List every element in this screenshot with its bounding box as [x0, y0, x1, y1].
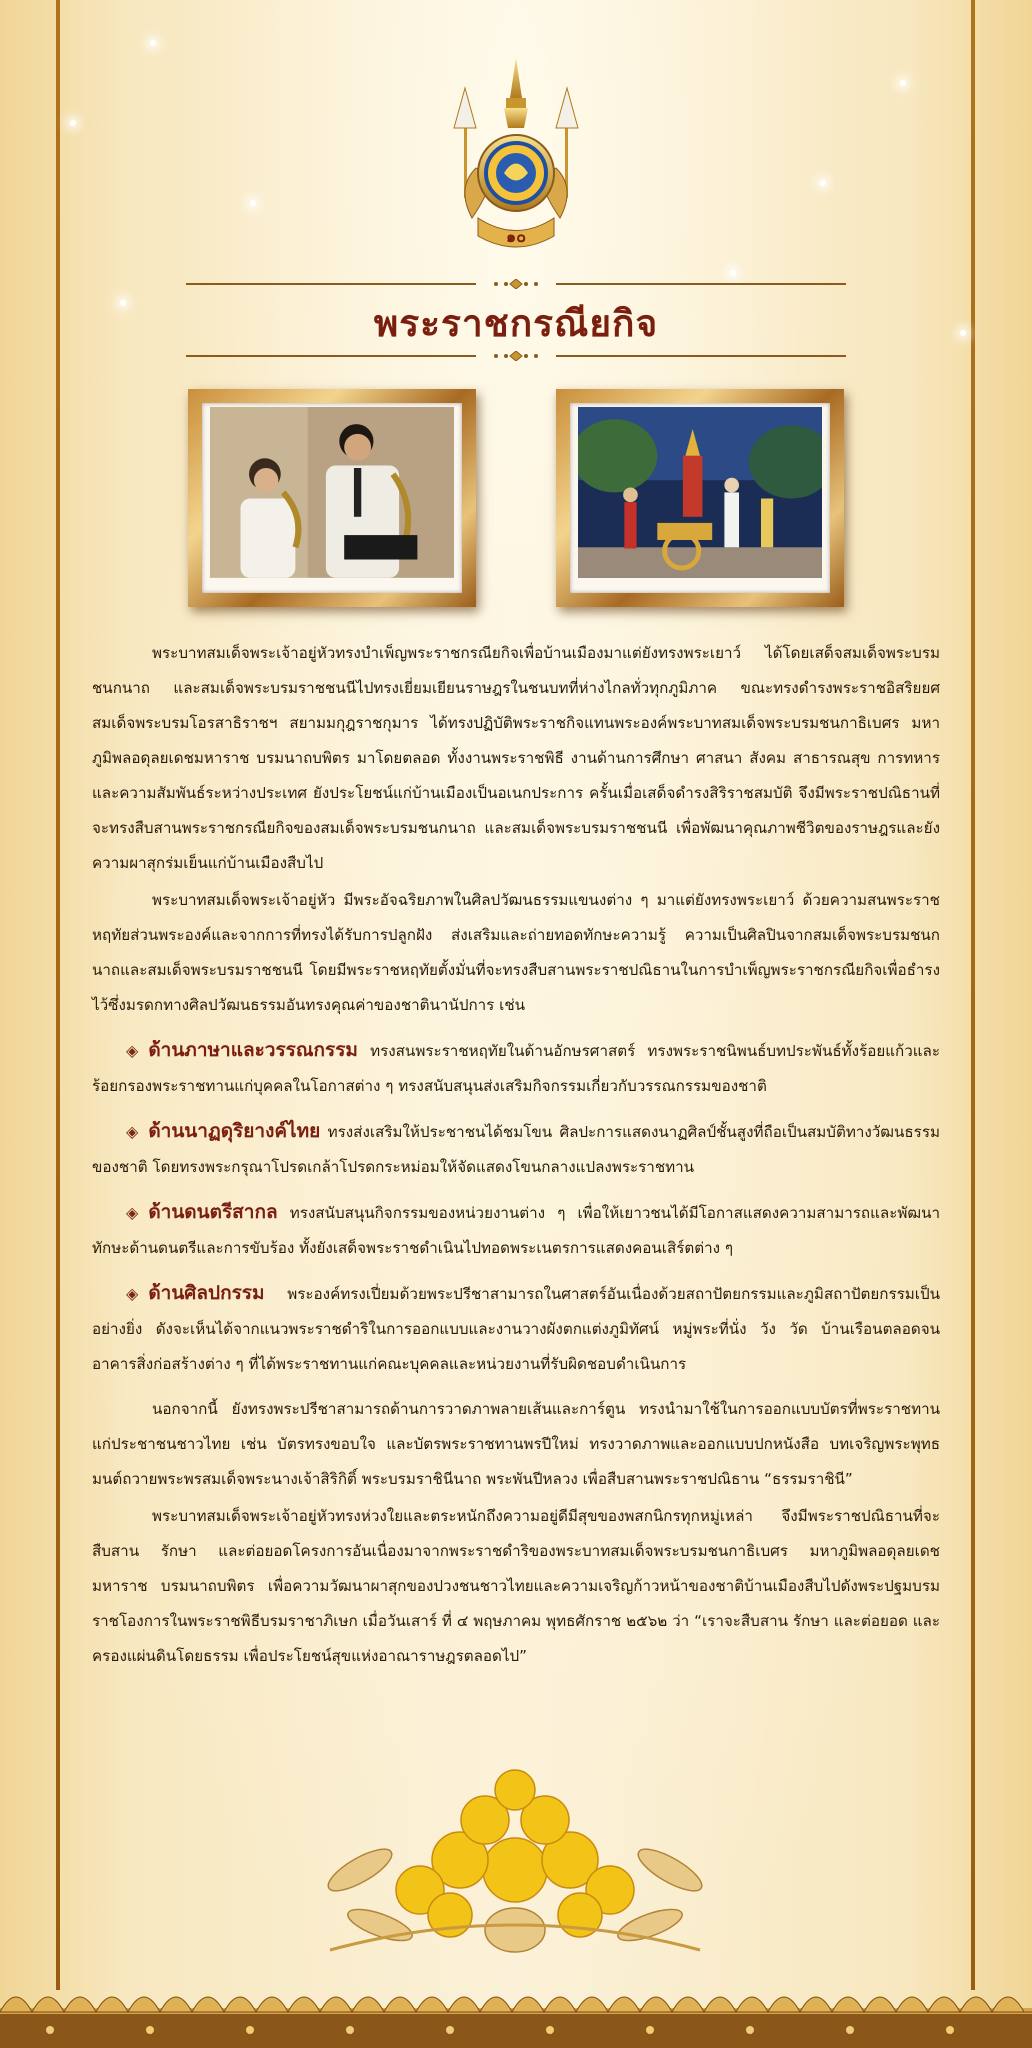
- sparkle: [150, 40, 156, 46]
- photo-frame-khon-performance: [556, 389, 844, 607]
- paragraph: นอกจากนี้ ยังทรงพระปรีชาสามารถด้านการวาดภาพลายเส้นและการ์ตูน ทรงนำมาใช้ในการออกแบบบัตรที่พระราชทานแก่ประชาชนชาวไทย เช่น บัตรทรงขอบใจ และบัตรพระราชทานพรปีใหม่ ทรงวาดภาพและออกแบบปกหนังสือ บทเจริญพระพุทธมนต์ถวายพระพรสมเด็จพระนางเจ้าสิริกิติ์ พระบรมราชินีนาถ พระพันปีหลวง เพื่อสืบสานพระราชปณิธาน “ธรรมราชินี”: [92, 1400, 940, 1488]
- item-text: พระองค์ทรงเปี่ยมด้วยพระปรีชาสามารถในศาสตร์อันเนื่องด้วยสถาปัตยกรรมและภูมิสถาปัตยกรรมเป็นอย่างยิ่ง ดังจะเห็นได้จากแนวพระราชดำริในการออกแบบและงานวางผังตกแต่งภูมิทัศน์ หมู่พระที่นั่ง วัง วัด บ้านเรือนตลอดจนอาคารสิ่งก่อสร้างต่าง ๆ ที่ได้พระราชทานแก่คณะบุคคลและหน่วยงานที่รับผิดชอบดำเนินการ: [92, 1285, 940, 1373]
- saxophone-photo: [210, 407, 454, 578]
- list-item: [92, 1195, 940, 1266]
- sparkle: [820, 180, 826, 186]
- item-heading: ด้านภาษาและวรรณกรรม: [148, 1039, 358, 1061]
- title-rule-bottom: [186, 346, 846, 366]
- sparkle: [70, 120, 76, 126]
- royal-emblem-icon: [446, 58, 586, 258]
- item-text: ทรงสนับสนุนกิจกรรมของหน่วยงานต่าง ๆ เพื่อให้เยาวชนได้มีโอกาสแสดงความสามารถและพัฒนาทักษะด้านดนตรีและการขับร้อง ทั้งยังเสด็จพระราชดำเนินไปทอดพระเนตรการแสดงคอนเสิร์ตต่าง ๆ: [92, 1204, 940, 1257]
- page-title: พระราชกรณียกิจ: [373, 302, 659, 345]
- item-heading: ด้านศิลปกรรม: [148, 1282, 265, 1304]
- bottom-ornamental-border: [0, 1982, 1032, 2048]
- item-text: ทรงสนพระราชหฤทัยในด้านอักษรศาสตร์ ทรงพระราชนิพนธ์บทประพันธ์ทั้งร้อยแก้วและร้อยกรองพระราชทานแก่บุคคลในโอกาสต่าง ๆ ทรงสนับสนุนส่งเสริมกิจกรรมเกี่ยวกับวรรณกรรมของชาติ: [92, 1042, 940, 1095]
- diamond-bullet-icon: ◈: [126, 1122, 139, 1141]
- diamond-bullet-icon: ◈: [126, 1041, 139, 1060]
- photo-frame-saxophone: [188, 389, 476, 607]
- item-heading: ด้านนาฏดุริยางค์ไทย: [148, 1120, 321, 1142]
- diamond-bullet-icon: ◈: [126, 1203, 139, 1222]
- title-rule-top: [186, 274, 846, 294]
- article-body: [92, 636, 940, 1676]
- item-text: ทรงส่งเสริมให้ประชาชนได้ชมโขน ศิลปะการแสดงนาฏศิลป์ชั้นสูงที่ถือเป็นสมบัติทางวัฒนธรรมของชาติ โดยทรงพระกรุณาโปรดเกล้าโปรดกระหม่อมให้จัดแสดงโขนกลางแปลงพระราชทาน: [92, 1123, 940, 1176]
- golden-flower-ornament-icon: [300, 1750, 730, 1970]
- paragraph: พระบาทสมเด็จพระเจ้าอยู่หัวทรงห่วงใยและตระหนักถึงความอยู่ดีมีสุขของพสกนิกรทุกหมู่เหล่า จึงมีพระราชปณิธานที่จะสืบสาน รักษา และต่อยอดโครงการอันเนื่องมาจากพระราชดำริของพระบาทสมเด็จพระบรมชนกาธิเบศร มหาภูมิพลอดุลยเดชมหาราช บรมนาถบพิตร เพื่อความวัฒนาผาสุกของปวงชนชาวไทยและความเจริญก้าวหน้าของชาติบ้านเมืองสืบไปดังพระปฐมบรมราชโองการในพระราชพิธีบรมราชาภิเษก เมื่อวันเสาร์ ที่ ๔ พฤษภาคม พุทธศักราช ๒๕๖๒ ว่า “เราจะสืบสาน รักษา และต่อยอด และครองแผ่นดินโดยธรรม เพื่อประโยชน์สุขแห่งอาณาราษฎรตลอดไป”: [92, 1507, 940, 1665]
- item-heading: ด้านดนตรีสากล: [148, 1201, 278, 1223]
- list-item: [92, 1114, 940, 1185]
- khon-performance-photo: [578, 407, 822, 578]
- list-item: [92, 1276, 940, 1382]
- list-item: [92, 1033, 940, 1104]
- paragraph: พระบาทสมเด็จพระเจ้าอยู่หัวทรงบำเพ็ญพระราชกรณียกิจเพื่อบ้านเมืองมาแต่ยังทรงพระเยาว์ ได้โดยเสด็จสมเด็จพระบรมชนกนาถ และสมเด็จพระบรมราชชนนีไปทรงเยี่ยมเยียนราษฎรในชนบทที่ห่างไกลทั่วทุกภูมิภาค ขณะทรงดำรงพระราชอิสริยยศสมเด็จพระบรมโอรสาธิราชฯ สยามมกุฎราชกุมาร ได้ทรงปฏิบัติพระราชกิจแทนพระองค์พระบาทสมเด็จพระบรมชนกาธิเบศร มหาภูมิพลอดุลยเดชมหาราช บรมนาถบพิตร มาโดยตลอด ทั้งงานพระราชพิธี งานด้านการศึกษา ศาสนา สังคม สาธารณสุข การทหาร และความสัมพันธ์ระหว่างประเทศ ยังประโยชน์แก่บ้านเมืองเป็นอเนกประการ ครั้นเมื่อเสด็จดำรงสิริราชสมบัติ จึงมีพระราชปณิธานที่จะทรงสืบสานพระราชกรณียกิจของสมเด็จพระบรมชนกนาถ และสมเด็จพระบรมราชชนนี เพื่อพัฒนาคุณภาพชีวิตของราษฎรและยังความผาสุกร่มเย็นแก่บ้านเมืองสืบไป: [92, 644, 940, 872]
- sparkle: [900, 80, 906, 86]
- paragraph: พระบาทสมเด็จพระเจ้าอยู่หัว มีพระอัจฉริยภาพในศิลปวัฒนธรรมแขนงต่าง ๆ มาแต่ยังทรงพระเยาว์ ด้วยความสนพระราชหฤทัยส่วนพระองค์และจากการที่ทรงได้รับการปลูกฝัง ส่งเสริมและถ่ายทอดทักษะความรู้ ความเป็นศิลปินจากสมเด็จพระบรมชนกนาถและสมเด็จพระบรมราชชนนี โดยมีพระราชหฤทัยตั้งมั่นที่จะทรงสืบสานพระราชปณิธานในการบำเพ็ญพระราชกรณียกิจเพื่อธำรงไว้ซึ่งมรดกทางศิลปวัฒนธรรมอันทรงคุณค่าของชาตินานัปการ เช่น: [92, 891, 940, 1014]
- sparkle: [250, 200, 256, 206]
- diamond-bullet-icon: ◈: [126, 1284, 139, 1303]
- svg-text:๑๐: ๑๐: [506, 227, 526, 246]
